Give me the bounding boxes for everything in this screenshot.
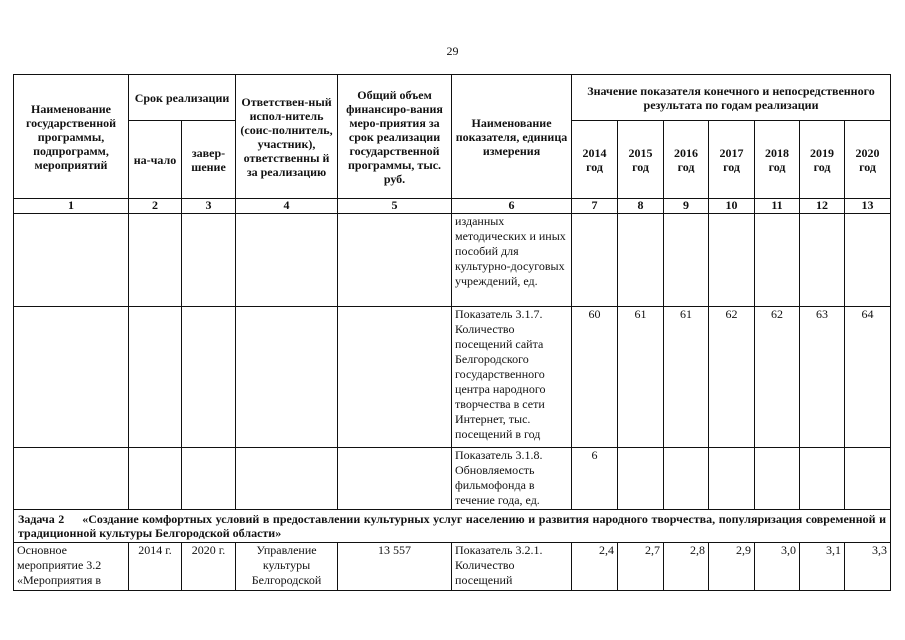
indicators-table — [13, 74, 891, 591]
value-cell: 3,3 — [845, 543, 891, 591]
header-indicator-values: Значение показателя конечного и непосредственного результата по годам реализации — [572, 75, 891, 121]
responsible-cell — [236, 307, 338, 448]
column-number: 3 — [182, 199, 236, 214]
column-number: 2 — [129, 199, 182, 214]
value-cell — [709, 448, 755, 510]
value-cell: 2,8 — [664, 543, 709, 591]
table-row — [14, 307, 891, 448]
value-cell — [618, 214, 664, 307]
value-cell — [664, 214, 709, 307]
task-label: Задача 2 — [18, 512, 65, 526]
responsible-cell: Управление культуры Белгородской — [236, 543, 338, 591]
start-cell — [129, 214, 182, 307]
column-number: 1 — [14, 199, 129, 214]
header-year: 2018 год — [755, 121, 800, 199]
value-cell — [845, 214, 891, 307]
column-number: 13 — [845, 199, 891, 214]
task-row — [14, 510, 891, 543]
header-year: 2014 год — [572, 121, 618, 199]
program-name-cell — [14, 307, 129, 448]
column-number: 12 — [800, 199, 845, 214]
value-cell: 61 — [618, 307, 664, 448]
value-cell — [709, 214, 755, 307]
value-cell — [755, 448, 800, 510]
value-cell: 3,1 — [800, 543, 845, 591]
value-cell: 3,0 — [755, 543, 800, 591]
volume-cell — [338, 307, 452, 448]
column-number: 4 — [236, 199, 338, 214]
value-cell — [800, 448, 845, 510]
column-number: 5 — [338, 199, 452, 214]
indicator-cell: Показатель 3.1.7. Количество посещений сайта Белгородского государственного центра народного творчества в сети Интернет, тыс. посещений в год — [452, 307, 572, 448]
indicator-cell: Показатель 3.2.1. Количество посещений — [452, 543, 572, 591]
value-cell — [572, 214, 618, 307]
responsible-cell — [236, 214, 338, 307]
value-cell — [800, 214, 845, 307]
start-cell — [129, 448, 182, 510]
end-cell — [182, 214, 236, 307]
header-program-name: Наименование государственной программы, подпрограмм, мероприятий — [14, 75, 129, 199]
value-cell: 2,4 — [572, 543, 618, 591]
header-year: 2019 год — [800, 121, 845, 199]
column-number: 7 — [572, 199, 618, 214]
header-end: завер-шение — [182, 121, 236, 199]
end-cell — [182, 448, 236, 510]
program-name-cell — [14, 214, 129, 307]
page-number: 29 — [446, 44, 459, 58]
value-cell — [755, 214, 800, 307]
header-year: 2020 год — [845, 121, 891, 199]
table-row — [14, 214, 891, 307]
header-year: 2017 год — [709, 121, 755, 199]
header-funding-volume: Общий объем финансиро-вания меро-приятия за срок реализации государственной программы, тыс. руб. — [338, 75, 452, 199]
end-cell: 2020 г. — [182, 543, 236, 591]
header-year: 2016 год — [664, 121, 709, 199]
column-number: 10 — [709, 199, 755, 214]
column-number: 9 — [664, 199, 709, 214]
task-cell — [14, 510, 891, 543]
volume-cell — [338, 214, 452, 307]
column-number-row — [14, 199, 891, 214]
task-text: «Создание комфортных условий в предоставлении культурных услуг населению и развития народного творчества, популяризация современной и традиционной культуры Белгородской области» — [18, 512, 887, 540]
table-row — [14, 448, 891, 510]
indicator-cell: Показатель 3.1.8. Обновляемость фильмофонда в течение года, ед. — [452, 448, 572, 510]
column-number: 8 — [618, 199, 664, 214]
header-year: 2015 год — [618, 121, 664, 199]
value-cell — [664, 448, 709, 510]
value-cell: 2,9 — [709, 543, 755, 591]
program-name-cell — [14, 448, 129, 510]
header-indicator-name: Наименование показателя, единица измерения — [452, 75, 572, 199]
value-cell: 6 — [572, 448, 618, 510]
start-cell — [129, 307, 182, 448]
table-row — [14, 543, 891, 591]
value-cell: 61 — [664, 307, 709, 448]
value-cell: 2,7 — [618, 543, 664, 591]
value-cell — [845, 448, 891, 510]
value-cell: 64 — [845, 307, 891, 448]
indicator-cell: изданных методических и иных пособий для культурно-досуговых учреждений, ед. — [452, 214, 572, 307]
volume-cell — [338, 448, 452, 510]
value-cell — [618, 448, 664, 510]
program-name-cell: Основное мероприятие 3.2 «Мероприятия в — [14, 543, 129, 591]
value-cell: 60 — [572, 307, 618, 448]
responsible-cell — [236, 448, 338, 510]
value-cell: 62 — [755, 307, 800, 448]
value-cell: 62 — [709, 307, 755, 448]
value-cell: 63 — [800, 307, 845, 448]
header-start: на-чало — [129, 121, 182, 199]
column-number: 6 — [452, 199, 572, 214]
header-responsible: Ответствен-ный испол-нитель (соис-полнитель, участник), ответственны й за реализацию — [236, 75, 338, 199]
column-number: 11 — [755, 199, 800, 214]
volume-cell: 13 557 — [338, 543, 452, 591]
header-term: Срок реализации — [129, 75, 236, 121]
end-cell — [182, 307, 236, 448]
start-cell: 2014 г. — [129, 543, 182, 591]
